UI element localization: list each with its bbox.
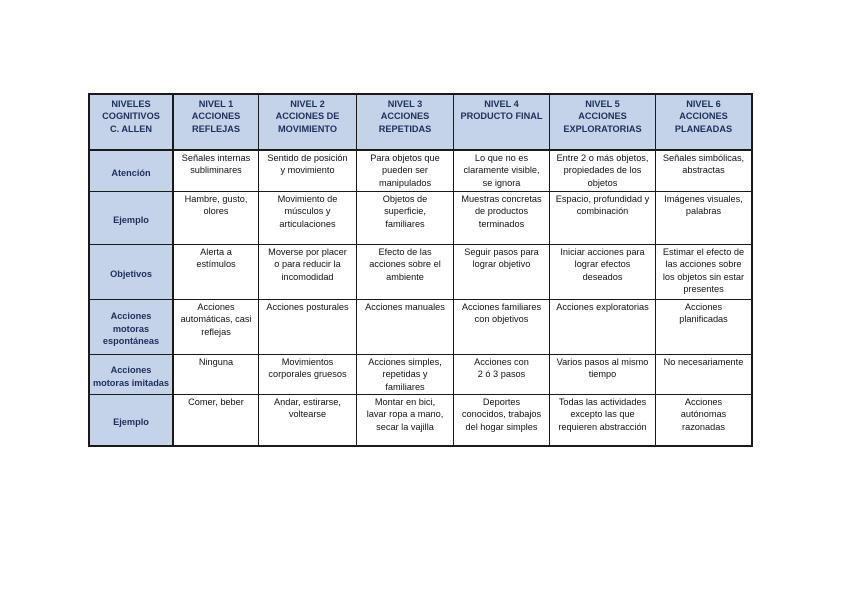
cell-line: NIVEL 4 — [484, 99, 519, 109]
cell-line: lograr efectos — [574, 259, 631, 270]
cell-line: Ejemplo — [113, 416, 149, 427]
cognitive-levels-table — [88, 93, 753, 447]
cell-line: palabras — [685, 206, 722, 217]
row-label-text — [93, 364, 169, 389]
row-label-text — [103, 310, 159, 347]
cell-line: Acciones posturales — [266, 302, 349, 312]
cell-line: Sentido de posición — [267, 153, 348, 163]
table-cell — [550, 395, 656, 445]
table-cell — [174, 151, 259, 192]
table-cell — [357, 355, 454, 395]
cell-line: ambiente — [386, 271, 424, 282]
cell-line: Imágenes visuales, — [664, 194, 743, 204]
cell-line: Iniciar acciones para — [560, 247, 645, 257]
cell-line: ACCIONES — [578, 111, 627, 122]
cell-line: Movimiento de — [277, 194, 338, 204]
row-label-text — [110, 268, 152, 280]
table-cell — [454, 300, 550, 355]
row-label-text — [113, 416, 149, 428]
cell-line: Acciones manuales — [365, 302, 445, 312]
table-cell — [454, 355, 550, 395]
cell-line: Acciones — [684, 397, 723, 407]
cell-line: del hogar simples — [465, 421, 538, 432]
table-cell — [357, 151, 454, 192]
cell-line: No necesariamente — [663, 357, 744, 367]
table-cell — [656, 192, 751, 245]
cell-line: con objetivos — [474, 314, 529, 325]
cell-line: NIVEL 6 — [686, 99, 721, 109]
cell-line: superficie, — [384, 206, 426, 217]
header-corner — [90, 95, 174, 151]
cell-line: Muestras concretas — [461, 194, 542, 204]
cell-line: Objetivos — [110, 268, 152, 279]
cell-line: Efecto de las — [378, 247, 432, 257]
cell-line: NIVELES — [111, 99, 151, 109]
column-header-nivel-4 — [454, 95, 550, 151]
cell-line: se ignora — [482, 177, 521, 188]
cell-line: NIVEL 2 — [290, 99, 325, 109]
cell-line: familiares — [385, 381, 425, 392]
column-header-nivel-6 — [656, 95, 751, 151]
table-cell — [454, 395, 550, 445]
cell-line: ACCIONES — [380, 111, 430, 122]
cell-line: REPETIDAS — [378, 123, 432, 134]
cell-line: acciones sobre el — [369, 259, 441, 270]
cell-line: Movimientos — [281, 357, 334, 367]
cell-line: terminados — [478, 218, 525, 229]
cell-line: Ejemplo — [113, 214, 149, 225]
table-cell — [259, 300, 357, 355]
cell-line: incomodidad — [281, 271, 334, 282]
row-label-text — [113, 214, 149, 226]
cell-line: Varios pasos al mismo — [556, 357, 649, 367]
table-cell — [259, 395, 357, 445]
cell-line: y movimiento — [280, 165, 335, 176]
cell-line: COGNITIVOS — [102, 111, 160, 122]
table-cell — [357, 395, 454, 445]
table-cell — [550, 192, 656, 245]
cell-line: PLANEADAS — [674, 123, 733, 134]
cell-line: ACCIONES — [679, 111, 728, 122]
column-header-nivel-3 — [357, 95, 454, 151]
table-cell — [656, 151, 751, 192]
table-cell — [174, 355, 259, 395]
table-cell — [174, 395, 259, 445]
cell-line: Estimar el efecto de — [662, 247, 745, 257]
cell-line: conocidos, trabajos — [461, 409, 542, 420]
cell-line: Acciones con — [474, 357, 529, 367]
cell-line: NIVEL 3 — [387, 99, 423, 109]
cell-line: requieren abstracción — [558, 421, 647, 432]
cell-line: motoras — [112, 323, 150, 334]
table-cell — [259, 151, 357, 192]
cell-line: Objetos de — [382, 194, 428, 204]
cell-line: 2 ó 3 pasos — [477, 369, 526, 380]
cell-line: razonadas — [682, 421, 725, 432]
table-cell — [357, 192, 454, 245]
cell-line: Montar en bici, — [374, 397, 436, 407]
table-cell — [357, 245, 454, 300]
cell-line: Acciones — [110, 311, 152, 322]
cell-line: autónomas — [680, 409, 727, 420]
cell-line: motoras imitadas — [92, 377, 170, 388]
table-cell — [454, 192, 550, 245]
cell-line: Deportes — [482, 397, 521, 407]
cell-line: Ninguna — [198, 357, 234, 367]
cell-line: ACCIONES DE — [275, 111, 340, 122]
table-cell — [259, 245, 357, 300]
cell-line: EXPLORATORIAS — [563, 123, 642, 134]
cell-line: lograr objetivo — [472, 259, 531, 270]
table-cell — [550, 355, 656, 395]
cell-line: reflejas — [201, 326, 231, 337]
table-cell — [454, 151, 550, 192]
cell-line: estímulos — [196, 259, 236, 270]
cell-line: Comer, beber — [188, 397, 244, 407]
cell-line: NIVEL 1 — [198, 99, 234, 109]
table-cell — [259, 355, 357, 395]
cell-line: propiedades de los — [563, 165, 642, 176]
cell-line: automáticas, casi — [180, 314, 252, 325]
cell-line: Señales simbólicas, — [662, 153, 745, 163]
cell-line: espontáneas — [102, 336, 160, 347]
cell-line: Seguir pasos para — [464, 247, 539, 257]
cell-line: Acciones familiares — [461, 302, 542, 312]
cell-line: olores — [203, 206, 229, 217]
cell-line: Acciones simples, — [368, 357, 442, 367]
row-label — [90, 355, 174, 395]
cell-line: los objetos sin estar — [662, 271, 745, 282]
column-header-nivel-1 — [174, 95, 259, 151]
cell-line: excepto las que — [570, 409, 635, 420]
cell-line: secar la vajilla — [376, 421, 434, 432]
table-cell — [656, 245, 751, 300]
table-cell — [550, 151, 656, 192]
cell-line: tiempo — [588, 369, 617, 380]
table-cell — [550, 245, 656, 300]
table-cell — [656, 395, 751, 445]
row-label — [90, 192, 174, 245]
cell-line: Señales internas — [181, 153, 251, 163]
cell-line: Alerta a — [200, 247, 232, 257]
cell-line: C. ALLEN — [109, 123, 153, 134]
cell-line: Entre 2 o más objetos, — [556, 153, 649, 163]
cell-line: Espacio, profundidad y — [555, 194, 650, 204]
table-cell — [656, 355, 751, 395]
row-label — [90, 245, 174, 300]
table-cell — [174, 300, 259, 355]
cell-line: Acciones exploratorias — [556, 302, 649, 312]
cell-line: NIVEL 5 — [585, 99, 620, 109]
table-cell — [550, 300, 656, 355]
cell-line: las acciones sobre — [665, 259, 742, 270]
row-label-text — [111, 167, 150, 179]
cell-line: deseados — [582, 271, 623, 282]
cell-line: subliminares — [190, 165, 242, 176]
cell-line: Atención — [111, 167, 151, 178]
cell-line: Moverse por placer — [268, 247, 347, 257]
column-header-nivel-2 — [259, 95, 357, 151]
cell-line: claramente visible, — [463, 165, 540, 176]
cell-line: repetidas y — [382, 369, 428, 380]
cell-line: músculos y — [284, 206, 331, 217]
cell-line: Para objetos que — [370, 153, 440, 163]
cell-line: voltearse — [288, 409, 327, 420]
cell-line: Acciones — [197, 302, 235, 312]
cell-line: corporales gruesos — [268, 369, 347, 380]
cell-line: Acciones — [110, 365, 152, 376]
cell-line: Hambre, gusto, — [184, 194, 248, 204]
cell-line: PRODUCTO FINAL — [460, 111, 543, 122]
table-cell — [454, 245, 550, 300]
row-label — [90, 395, 174, 445]
table-cell — [357, 300, 454, 355]
cell-line: MOVIMIENTO — [277, 123, 338, 134]
cell-line: pueden ser — [382, 165, 428, 176]
table-grid — [90, 95, 751, 445]
cell-line: articulaciones — [279, 218, 336, 229]
table-cell — [259, 192, 357, 245]
cell-line: presentes — [683, 284, 724, 295]
cell-line: Acciones — [684, 302, 723, 312]
table-cell — [174, 245, 259, 300]
cell-line: planificadas — [679, 314, 728, 325]
cell-line: familiares — [385, 218, 425, 229]
cell-line: Lo que no es — [474, 153, 529, 163]
cell-line: combinación — [576, 206, 629, 217]
cell-line: ACCIONES — [191, 111, 241, 122]
row-label — [90, 151, 174, 192]
column-header-nivel-5 — [550, 95, 656, 151]
table-cell — [174, 192, 259, 245]
table-cell — [656, 300, 751, 355]
cell-line: abstractas — [682, 165, 725, 176]
cell-line: REFLEJAS — [192, 123, 240, 134]
cell-line: objetos — [587, 177, 618, 188]
cell-line: o para reducir la — [274, 259, 341, 270]
cell-line: manipulados — [378, 177, 432, 188]
cell-line: Andar, estirarse, — [274, 397, 341, 407]
row-label — [90, 300, 174, 355]
cell-line: de productos — [474, 206, 529, 217]
cell-line: lavar ropa a mano, — [366, 409, 444, 420]
cell-line: Todas las actividades — [558, 397, 647, 407]
